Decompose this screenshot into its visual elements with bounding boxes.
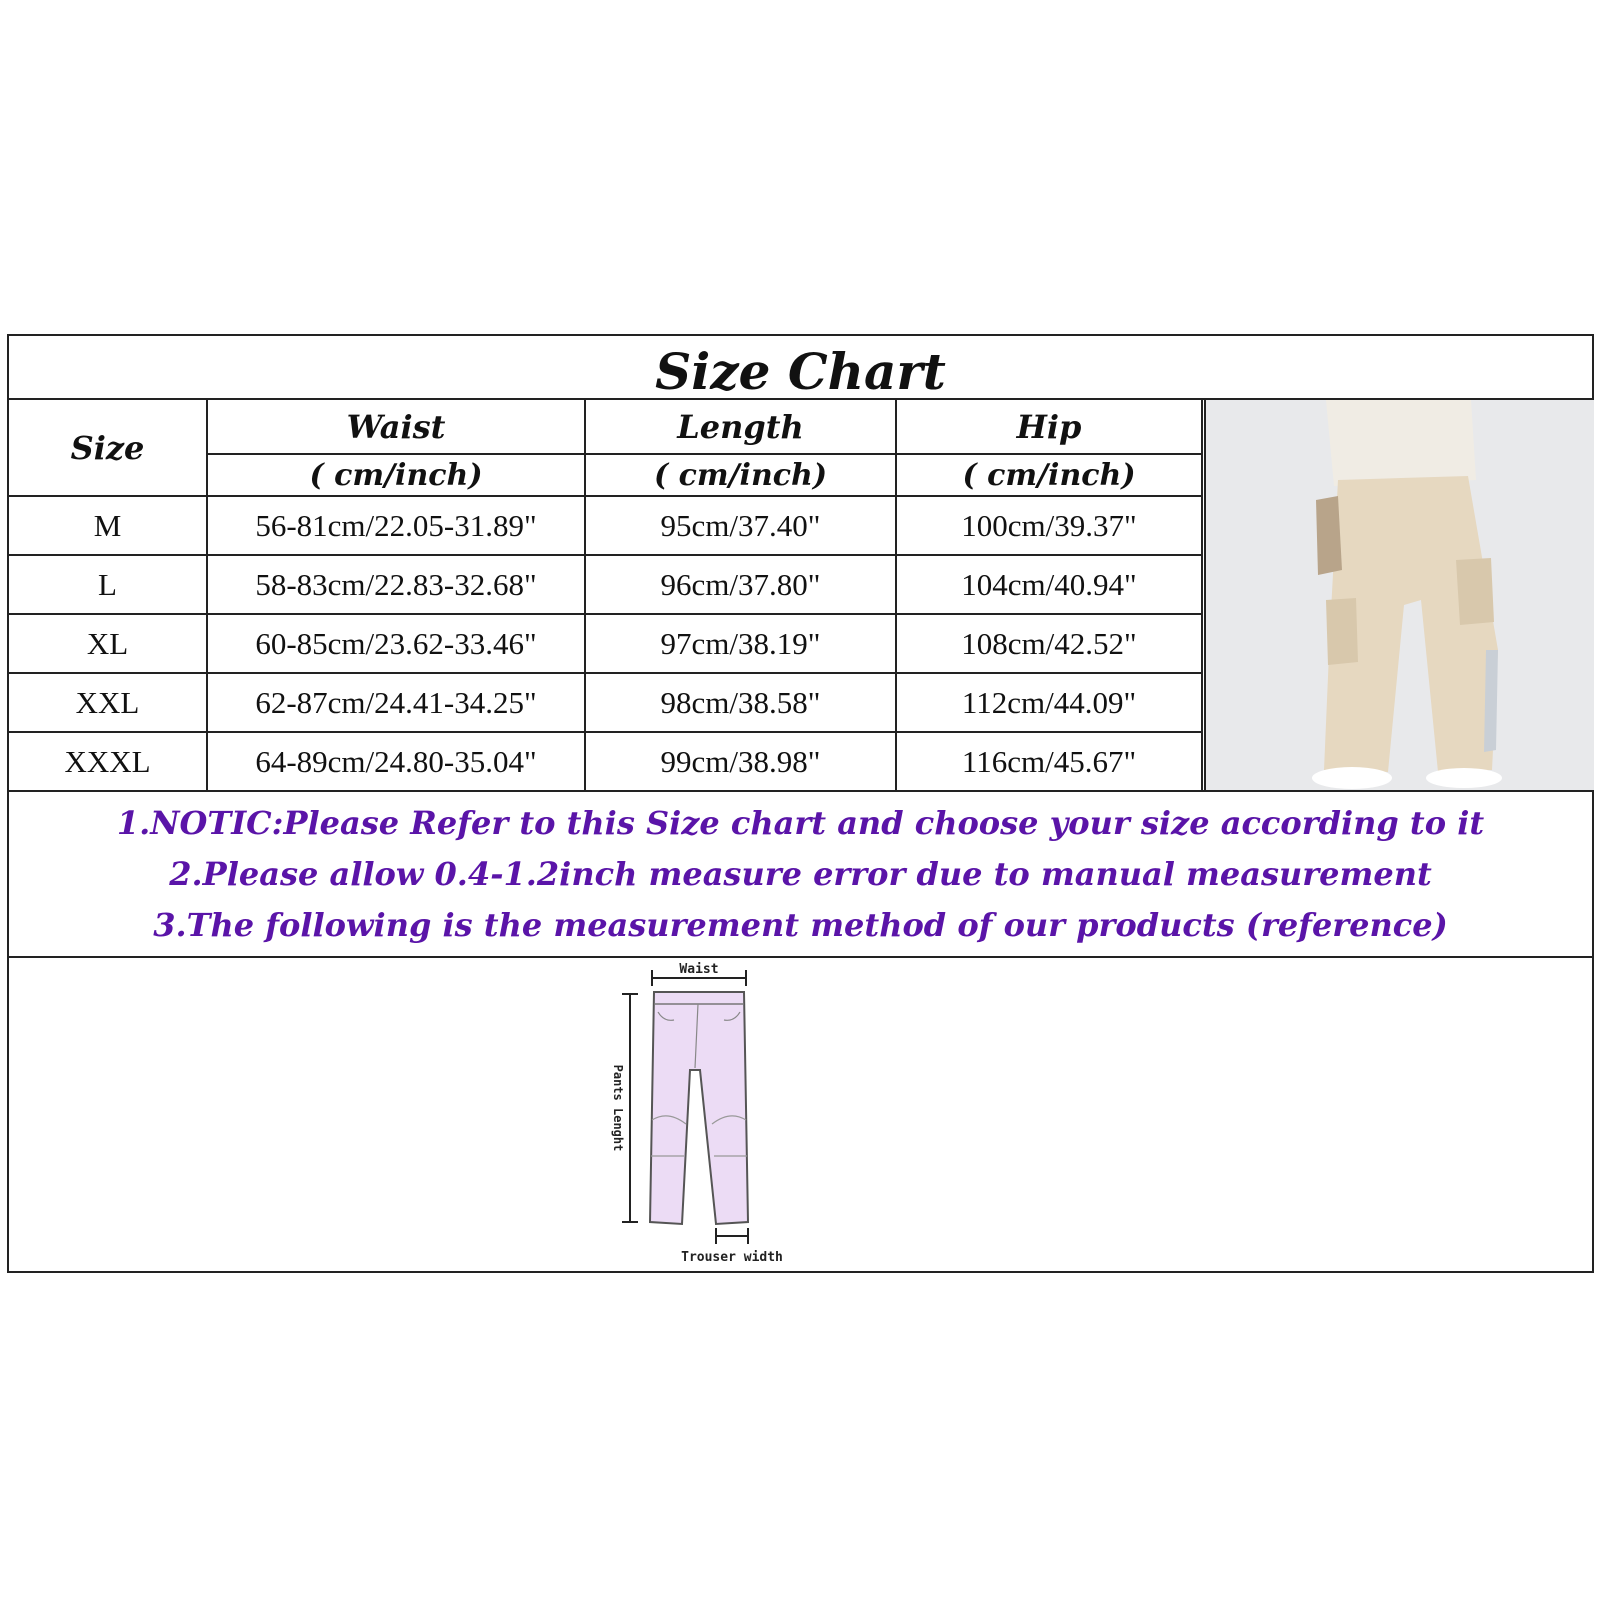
- table-row: [9, 496, 1202, 555]
- pants-diagram-icon: [594, 960, 814, 1270]
- note-line: 2.Please allow 0.4-1.2inch measure error due to manual measurement: [169, 855, 1432, 893]
- table-row: [9, 614, 1202, 673]
- unit-length: ( cm/inch): [585, 454, 896, 496]
- waist-label: Waist: [679, 962, 719, 977]
- size-cell: XXXL: [9, 732, 207, 791]
- length-cell: 99cm/38.98": [585, 732, 896, 791]
- note-line: 1.NOTIC:Please Refer to this Size chart and choose your size according to it: [116, 804, 1485, 842]
- size-chart-frame: [7, 334, 1594, 1273]
- waist-cell: 58-83cm/22.83-32.68": [207, 555, 585, 614]
- table-row: [9, 673, 1202, 732]
- waist-cell: 64-89cm/24.80-35.04": [207, 732, 585, 791]
- waist-cell: 60-85cm/23.62-33.46": [207, 614, 585, 673]
- product-photo: [1204, 400, 1594, 790]
- hip-cell: 108cm/42.52": [896, 614, 1202, 673]
- size-cell: L: [9, 555, 207, 614]
- hip-cell: 116cm/45.67": [896, 732, 1202, 791]
- unit-hip: ( cm/inch): [896, 454, 1202, 496]
- hip-cell: 112cm/44.09": [896, 673, 1202, 732]
- hip-cell: 100cm/39.37": [896, 496, 1202, 555]
- waist-cell: 56-81cm/22.05-31.89": [207, 496, 585, 555]
- length-cell: 95cm/37.40": [585, 496, 896, 555]
- header-size: Size: [9, 400, 207, 496]
- width-label: Trouser width: [681, 1250, 783, 1265]
- table-row: [9, 732, 1202, 791]
- cargo-pants-image: [1206, 400, 1594, 790]
- waist-cell: 62-87cm/24.41-34.25": [207, 673, 585, 732]
- header-length: Length: [585, 400, 896, 454]
- header-hip: Hip: [896, 400, 1202, 454]
- length-cell: 98cm/38.58": [585, 673, 896, 732]
- size-table: [9, 400, 1203, 792]
- table-row: [9, 555, 1202, 614]
- length-cell: 97cm/38.19": [585, 614, 896, 673]
- notes-section: [9, 790, 1592, 958]
- hip-cell: 104cm/40.94": [896, 555, 1202, 614]
- page-title: Size Chart: [9, 336, 1592, 400]
- size-cell: XXL: [9, 673, 207, 732]
- note-line: 3.The following is the measurement method of our products (reference): [153, 906, 1448, 944]
- length-label: Pants Lenght: [611, 1064, 625, 1152]
- pants-outline: [650, 992, 748, 1224]
- length-cell: 96cm/37.80": [585, 555, 896, 614]
- size-cell: M: [9, 496, 207, 555]
- table-header-row: [9, 400, 1202, 454]
- unit-waist: ( cm/inch): [207, 454, 585, 496]
- size-cell: XL: [9, 614, 207, 673]
- header-waist: Waist: [207, 400, 585, 454]
- measurement-diagram: [594, 960, 814, 1270]
